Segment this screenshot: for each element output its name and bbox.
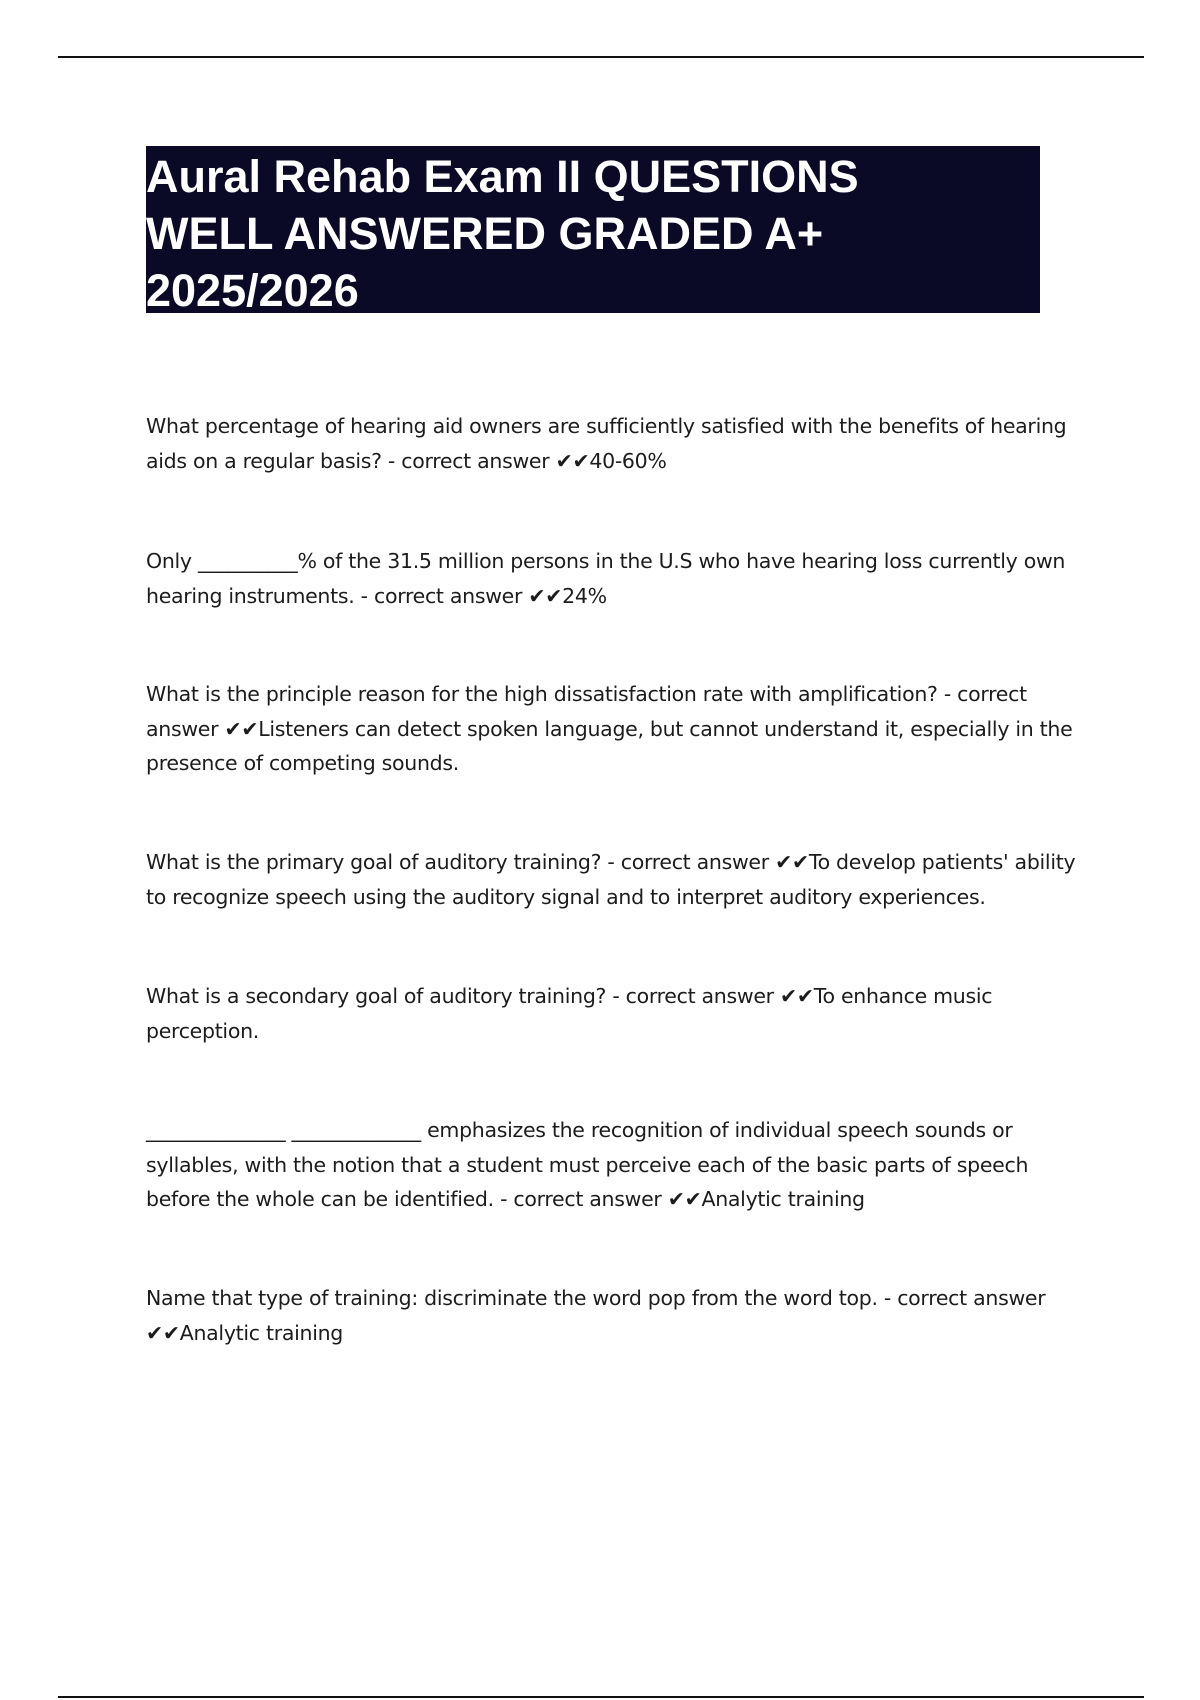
title-banner [146, 146, 1040, 316]
question-answer-item: What is the principle reason for the high dissatisfaction rate with amplification? - correct answer ✔✔Listeners can detect spoken language, but cannot understand it, especially in the presence of competing sounds. [146, 682, 1073, 775]
question-answer-item: Only __________% of the 31.5 million persons in the U.S who have hearing loss currently own hearing instruments. - correct answer ✔✔24% [146, 549, 1066, 608]
question-answer-item: What percentage of hearing aid owners are sufficiently satisfied with the benefits of hearing aids on a regular basis? - correct answer ✔✔40-60% [146, 414, 1067, 473]
question-answer-item: What is the primary goal of auditory training? - correct answer ✔✔To develop patients' ability to recognize speech using the auditory signal and to interpret auditory experiences. [146, 850, 1076, 909]
question-answer-item: Name that type of training: discriminate the word pop from the word top. - correct answer ✔✔Analytic training [146, 1286, 1046, 1345]
question-answer-item: ______________ _____________ emphasizes the recognition of individual speech sounds or syllables, with the notion that a student must perceive each of the basic parts of speech before the whole can be identified. - correct answer ✔✔Analytic training [146, 1118, 1029, 1211]
header-rule [58, 56, 1144, 58]
document-title: Aural Rehab Exam II QUESTIONS WELL ANSWERED GRADED A+ 2025/2026 [146, 151, 859, 316]
question-answer-item: What is a secondary goal of auditory training? - correct answer ✔✔To enhance music perception. [146, 984, 993, 1043]
footer-rule [58, 1696, 1144, 1698]
